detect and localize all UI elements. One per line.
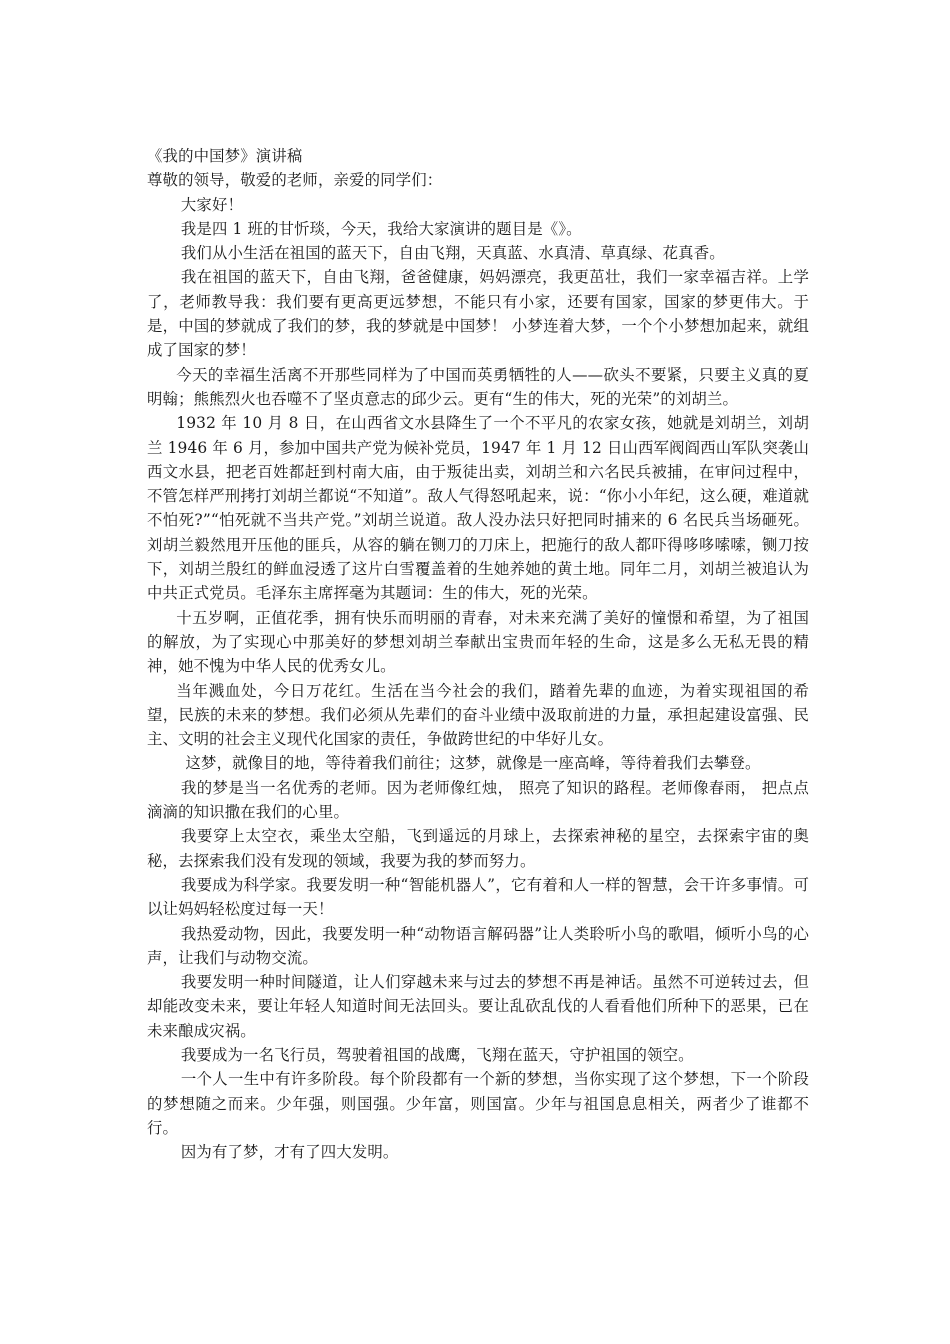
document-title: 《我的中国梦》演讲稿 [147,147,303,165]
paragraph-space-dream: 我要穿上太空衣，乘坐太空船，飞到遥远的月球上，去探索神秘的星空，去探索宇宙的奥秘，去探索我们没有发现的领域，我要为我的梦而努力。 [147,827,809,870]
paragraph-greeting: 大家好！ [180,195,244,214]
paragraph-time-tunnel-dream: 我要发明一种时间隧道，让人们穿越未来与过去的梦想不再是神话。虽然不可逆转过去，但却能改变未来，要让年轻人知道时间无法回头。要让乱砍乱伐的人看看他们所种下的恶果，已在未来酿成灾祸。 [147,973,809,1040]
paragraph-life-stages: 一个人一生中有许多阶段。每个阶段都有一个新的梦想，当你实现了这个梦想，下一个阶段的梦想随之而来。少年强，则国强。少年富，则国富。少年与祖国息息相关，两者少了谁都不行。 [147,1070,809,1137]
paragraph-scientist-dream: 我要成为科学家。我要发明一种“智能机器人”，它有着和人一样的智慧，会干许多事情。可以让妈妈轻松度过每一天！ [147,875,809,919]
paragraph-introduction: 我是四 1 班的甘忻琰，今天，我给大家演讲的题目是《》。 [180,219,582,238]
paragraph-destination: 这梦，就像目的地，等待着我们前往；这梦，就像是一座高峰，等待着我们去攀登。 [185,754,761,773]
paragraph-liu-hulan-story: 1932 年 10 月 8 日，在山西省文水县降生了一个不平凡的农家女孩，她就是刘胡兰，刘胡兰 1946 年 6 月，参加中国共产党为候补党员，1947 年 1 月 12 日山西军阀阎西山军队突袭山西文水县，把老百姓都赶到村南大庙，由于叛徒出卖，刘胡兰和六名民兵被捕，在审问过程中，不管怎样严刑拷打刘胡兰都说“不知道”。敌人气得怒吼起来，说：“你小小年纪，这么硬，难道就不怕死?”“怕死就不当共产党。”刘胡兰说道。敌人没办法只好把同时捕来的 6 名民兵当场砸死。刘胡兰毅然甩开压他的匪兵，从容的躺在铡刀的刀床上，把施行的敌人都吓得哆哆嗦嗦，铡刀按下，刘胡兰殷红的鲜血浸透了这片白雪覆盖着的生她养她的黄土地。同年二月，刘胡兰被追认为中共正式党员。毛泽东主席挥毫为其题词：生的伟大，死的光荣。 [147,414,809,603]
paragraph-china-dream: 我在祖国的蓝天下，自由飞翔，爸爸健康，妈妈漂亮，我更茁壮，我们一家幸福吉祥。上学了，老师教导我：我们要有更高更远梦想，不能只有小家，还要有国家，国家的梦更伟大。于是，中国的梦就成了我们的梦，我的梦就是中国梦！ 小梦连着大梦，一个个小梦想加起来，就组成了国家的梦！ [147,268,809,360]
paragraph-animal-dream: 我热爱动物，因此，我要发明一种“动物语言解码器”让人类聆听小鸟的歌唱，倾听小鸟的心声，让我们与动物交流。 [147,924,809,967]
paragraph-flowers-red: 当年溅血处，今日万花红。生活在当今社会的我们，踏着先辈的血迹，为着实现祖国的希望，民族的未来的梦想。我们必须从先辈们的奋斗业绩中汲取前进的力量，承担起建设富强、民主、文明的社会主义现代化国家的责任，争做跨世纪的中华好儿女。 [147,681,809,749]
paragraph-blue-sky: 我们从小生活在祖国的蓝天下，自由飞翔，天真蓝、水真清、草真绿、花真香。 [180,244,725,263]
salutation: 尊敬的领导，敬爱的老师，亲爱的同学们： [147,171,443,190]
paragraph-heroes: 今天的幸福生活离不开那些同样为了中国而英勇牺牲的人——砍头不要紧，只要主义真的夏明翰；熊熊烈火也吞噬不了坚贞意志的邱少云。更有“生的伟大，死的光荣”的刘胡兰。 [147,365,809,408]
document-body [147,144,809,1164]
paragraph-four-inventions: 因为有了梦，才有了四大发明。 [180,1143,399,1162]
paragraph-pilot-dream: 我要成为一名飞行员，驾驶着祖国的战鹰，飞翔在蓝天，守护祖国的领空。 [180,1045,694,1064]
paragraph-fifteen-years: 十五岁啊，正值花季，拥有快乐而明丽的青春，对未来充满了美好的憧憬和希望，为了祖国的解放，为了实现心中那美好的梦想刘胡兰奉献出宝贵而年轻的生命，这是多么无私无畏的精神，她不愧为中华人民的优秀女儿。 [147,608,809,676]
paragraph-teacher-dream: 我的梦是当一名优秀的老师。因为老师像红烛， 照亮了知识的路程。老师像春雨， 把点点滴滴的知识撒在我们的心里。 [147,778,809,822]
